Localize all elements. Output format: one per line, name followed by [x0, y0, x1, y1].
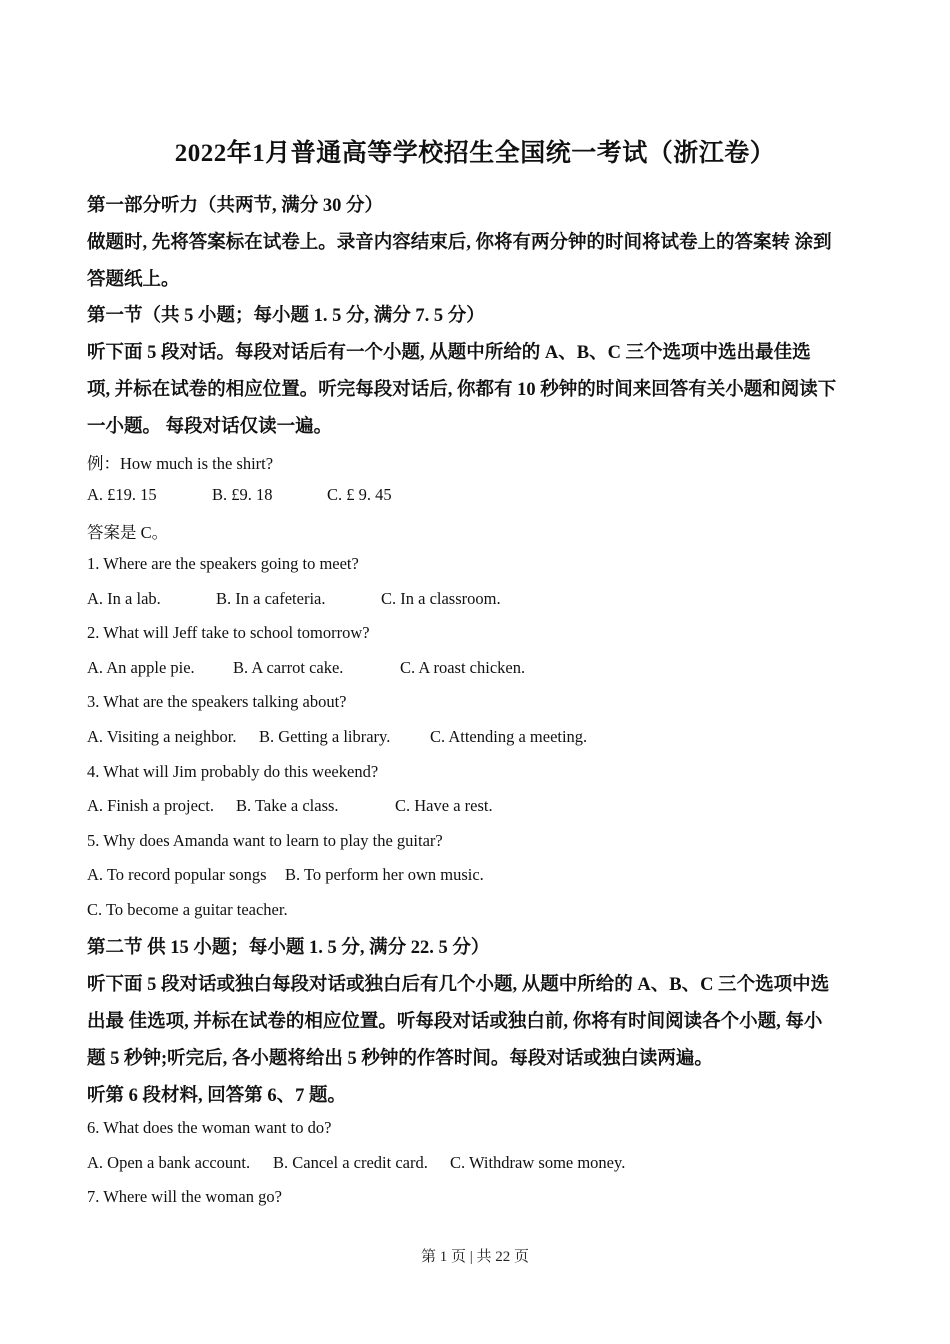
q2-option-b: B. A carrot cake.	[233, 658, 344, 677]
section2-heading: 第二节 供 15 小题；每小题 1. 5 分, 满分 22. 5 分）	[87, 938, 490, 958]
q6-option-a: A. Open a bank account.	[87, 1153, 251, 1172]
example-option-b: B. £9. 18	[212, 485, 273, 504]
q3-option-a: A. Visiting a neighbor.	[87, 727, 237, 746]
section1-heading: 第一节（共 5 小题；每小题 1. 5 分, 满分 7. 5 分）	[87, 306, 485, 326]
q1-option-a: A. In a lab.	[87, 589, 161, 608]
part1-instruction-line2: 答题纸上。	[87, 270, 180, 290]
section1-instruction-line2: 项, 并标在试卷的相应位置。听完每段对话后, 你都有 10 秒钟的时间来回答有关小题和阅读下	[87, 380, 837, 400]
section2-instruction-line3: 题 5 秒钟;听完后, 各小题将给出 5 秒钟的作答时间。每段对话或独白读两遍。	[87, 1049, 713, 1069]
q6-option-c: C. Withdraw some money.	[450, 1153, 626, 1172]
q6-option-b: B. Cancel a credit card.	[273, 1153, 428, 1172]
page-footer: 第 1 页 | 共 22 页	[420, 1249, 529, 1265]
q3-option-c: C. Attending a meeting.	[430, 727, 588, 746]
part1-heading: 第一部分听力（共两节, 满分 30 分）	[87, 196, 384, 216]
q5-option-a: A. To record popular songs	[87, 865, 267, 884]
q4-option-a: A. Finish a project.	[87, 796, 214, 815]
q2-option-c: C. A roast chicken.	[400, 658, 526, 677]
q5-option-b: B. To perform her own music.	[285, 865, 484, 884]
example-option-a: A. £19. 15	[87, 485, 157, 504]
example-answer: 答案是 C。	[87, 523, 169, 542]
question-5: 5. Why does Amanda want to learn to play the guitar?	[87, 831, 443, 850]
q1-option-c: C. In a classroom.	[381, 589, 501, 608]
question-4: 4. What will Jim probably do this weekend?	[87, 762, 379, 781]
example-question: 例：How much is the shirt?	[87, 454, 274, 473]
question-7: 7. Where will the woman go?	[87, 1187, 282, 1206]
q2-option-a: A. An apple pie.	[87, 658, 195, 677]
material-6-heading: 听第 6 段材料, 回答第 6、7 题。	[87, 1086, 347, 1106]
q5-option-c: C. To become a guitar teacher.	[87, 900, 288, 919]
q4-option-b: B. Take a class.	[236, 796, 339, 815]
section1-instruction-line1: 听下面 5 段对话。每段对话后有一个小题, 从题中所给的 A、B、C 三个选项中选出最佳选	[87, 343, 811, 363]
q1-option-b: B. In a cafeteria.	[216, 589, 326, 608]
q3-option-b: B. Getting a library.	[259, 727, 391, 746]
question-2: 2. What will Jeff take to school tomorrow?	[87, 623, 370, 642]
question-1: 1. Where are the speakers going to meet?	[87, 554, 359, 573]
section2-instruction-line1: 听下面 5 段对话或独白每段对话或独白后有几个小题, 从题中所给的 A、B、C 三个选项中选	[87, 975, 830, 995]
section1-instruction-line3: 一小题。 每段对话仅读一遍。	[87, 417, 333, 437]
example-option-c: C. £ 9. 45	[327, 485, 392, 504]
part1-instruction-line1: 做题时, 先将答案标在试卷上。录音内容结束后, 你将有两分钟的时间将试卷上的答案转 涂到	[87, 233, 832, 253]
question-3: 3. What are the speakers talking about?	[87, 692, 347, 711]
q4-option-c: C. Have a rest.	[395, 796, 493, 815]
section2-instruction-line2: 出最 佳选项, 并标在试卷的相应位置。听每段对话或独白前, 你将有时间阅读各个小题, 每小	[87, 1012, 823, 1032]
question-6: 6. What does the woman want to do?	[87, 1118, 332, 1137]
page-title: 2022年1月普通高等学校招生全国统一考试（浙江卷）	[174, 140, 776, 167]
